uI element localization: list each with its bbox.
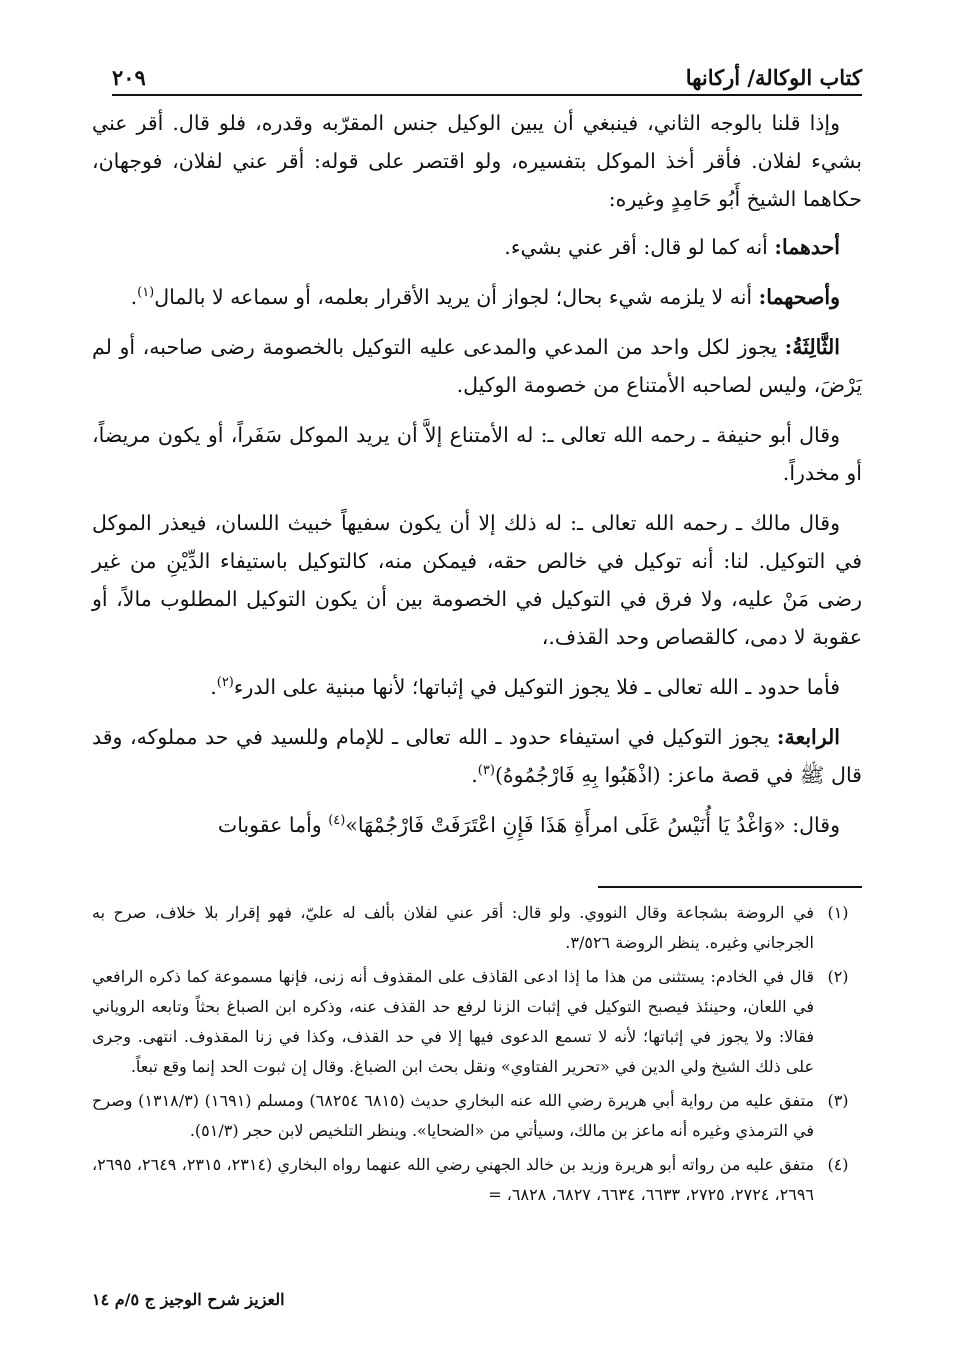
footnote xyxy=(92,962,862,1082)
footnote-text: متفق عليه من رواته أبو هريرة وزيد بن خالد الجهني رضي الله عنهما رواه البخاري (٢٣١٤، ٢٣١٥، ٢٦٤٩، ٢٦٩٥، ٢٦٩٦، ٢٧٢٤، ٢٧٢٥، ٦٦٣٣، ٦٦٣٤، ٦٨٢٧، ٦٨٢٨، = xyxy=(92,1155,815,1204)
page-footer: العزيز شرح الوجيز ج ٥/م ١٤ xyxy=(92,1290,285,1309)
footnote-number: (٢) xyxy=(827,967,849,986)
paragraph: وقال أبو حنيفة ـ رحمه الله تعالى ـ: له الأمتناع إلاَّ أن يريد الموكل سَفَراً، أو يكون مريضاً، أو مخدراً. xyxy=(92,423,862,485)
paragraph-lead: وأصحهما: xyxy=(758,285,840,309)
footnote xyxy=(92,1086,862,1146)
footnote-number: (٤) xyxy=(827,1155,849,1174)
paragraph-lead: الرابعة: xyxy=(776,725,840,749)
footnote-text: قال في الخادم: يستثنى من هذا ما إذا ادعى القاذف على المقذوف أنه زنى، فإنها مسموعة كما ذكره الرافعي في اللعان، وحينئذ فيصبح التوكيل في إثبات الزنا لرفع حد القذف عنه، وذكره ابن الصباغ بحثاً وتابعه الروياني فقالا: ولا يجوز في إثباتها؛ لأنه لا تسمع الدعوى فيها إلا في حد القذف، وكذا في زنا المقذوف. انتهى. وجرى على ذلك الشيخ ولي الدين في «تحرير الفتاوي» ونقل بحث ابن الضباغ. وقال إن ثبوت الحد إنما وقع تبعاً. xyxy=(92,967,814,1076)
paragraph: فأما حدود ـ الله تعالى ـ فلا يجوز التوكيل في إثباتها؛ لأنها مبنية على الدرء$^{(٢)}$. xyxy=(210,675,840,699)
footnote-ref[interactable]: (١) xyxy=(137,285,155,301)
running-header xyxy=(112,38,862,96)
footnote-separator xyxy=(598,886,862,888)
paragraph: وقال: «وَاغْدُ يَا أُنَيْسُ عَلَى امرأَةِ هَذَا فَإِنِ اعْتَرَفَتْ فَارْجُمْهَا»$^{(٤)}$ وأما عقوبات xyxy=(217,813,840,837)
footnote-ref[interactable]: (٤) xyxy=(328,813,346,829)
footnote-number: (٣) xyxy=(827,1091,849,1110)
footnote xyxy=(92,898,862,958)
chapter-title: كتاب الوكالة/ أركانها xyxy=(685,65,862,90)
footnote-text: في الروضة بشجاعة وقال النووي. ولو قال: أقر عني لفلان بألف له عليّ، فهو إقرار بلا خلاف، صرح به الجرجاني وغيره. ينظر الروضة ٣/٥٢٦. xyxy=(92,903,814,952)
paragraph: أحدهما: أنه كما لو قال: أقر عني بشيء. xyxy=(504,235,840,259)
paragraph-lead: الثَّالِثَةُ: xyxy=(784,335,840,359)
page-number: ٢٠٩ xyxy=(112,65,146,90)
paragraph: وأصحهما: أنه لا يلزمه شيء بحال؛ لجواز أن يريد الأقرار بعلمه، أو سماعه لا بالمال$^{(١)}$. xyxy=(130,285,840,309)
paragraph: الثَّالِثَةُ: يجوز لكل واحد من المدعي والمدعى عليه التوكيل بالخصومة رضى صاحبه، أو لم يَرْضَ، وليس لصاحبه الأمتناع من خصومة الوكيل. xyxy=(92,335,862,397)
paragraph: وإذا قلنا بالوجه الثاني، فينبغي أن يبين الوكيل جنس المقرّبه وقدره، فلو قال. أقر عني بشيء لفلان. فأقر أخذ الموكل بتفسيره، ولو اقتصر على قوله: أقر عني لفلان، فوجهان، حكاهما الشيخ أَبُو حَامِدٍ وغيره: xyxy=(92,111,862,211)
footnote-number: (١) xyxy=(827,903,849,922)
paragraph-lead: أحدهما: xyxy=(774,235,840,259)
footnote-ref[interactable]: (٣) xyxy=(477,763,495,779)
footnotes xyxy=(92,898,862,1214)
main-text xyxy=(92,104,862,856)
footnote-text: متفق عليه من رواية أبي هريرة رضي الله عنه البخاري حديث (٦٨١٥ ٦٨٢٥٤) ومسلم (١٦٩١) (١٣١٨/٣) وصرح في الترمذي وغيره أنه ماعز بن مالك، وسيأتي من «الضحايا». وينظر التلخيص لابن حجر (٥١/٣). xyxy=(92,1091,815,1140)
paragraph: وقال مالك ـ رحمه الله تعالى ـ: له ذلك إلا أن يكون سفيهاً خبيث اللسان، فيعذر الموكل في التوكيل. لنا: أنه توكيل في خالص حقه، فيمكن منه، كالتوكيل باستيفاء الدِّيْنِ من غير رضى مَنْ عليه، ولا فرق في التوكيل في الخصومة بين أن يكون التوكيل المطلوب مالاً، أو عقوبة لا دمى، كالقصاص وحد القذف.، xyxy=(92,511,862,649)
footnote-ref[interactable]: (٢) xyxy=(216,675,234,691)
footnote xyxy=(92,1150,862,1210)
paragraph: الرابعة: يجوز التوكيل في استيفاء حدود ـ الله تعالى ـ للإمام وللسيد في حد مملوكه، وقد قال ﷺ في قصة ماعز: (اذْهَبُوا بِهِ فَارْجُمُوهُ)$^{(٣)}$. xyxy=(92,725,862,787)
